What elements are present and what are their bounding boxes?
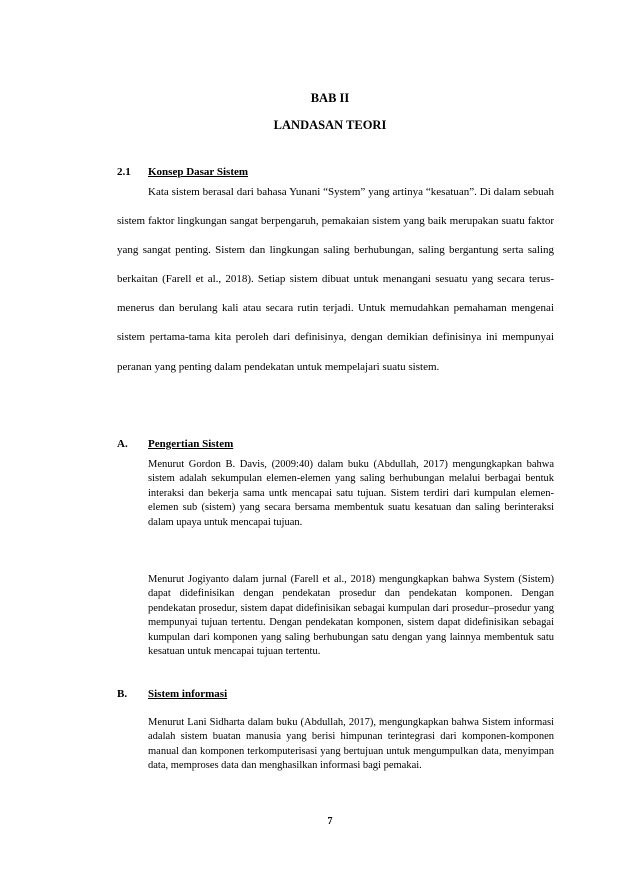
section-number: A. — [117, 438, 128, 450]
section-title: Pengertian Sistem — [148, 438, 234, 450]
section-a-paragraph-1: Menurut Gordon B. Davis, (2009:40) dalam buku (Abdullah, 2017) mengungkapkan bahwa sistem adalah sekumpulan elemen-elemen yang saling berhubungan melalui berbagai bentuk interaksi dan bekerja sama untk mencapai satu tujuan. Sistem terdiri dari kumpulan elemen-elemen sub (sistem) yang secara bersama membentuk suatu kesatuan dan saling berinteraksi dalam upaya untuk mencapai tujuan. — [148, 459, 554, 528]
section-number: B. — [117, 688, 128, 700]
page-number: 7 — [327, 816, 333, 827]
section-number: 2.1 — [117, 166, 131, 178]
chapter-title: LANDASAN TEORI — [273, 118, 387, 132]
section-title: Sistem informasi — [148, 688, 228, 700]
section-2-1-paragraph: Kata sistem berasal dari bahasa Yunani “System” yang artinya “kesatuan”. Di dalam sebuah sistem faktor lingkungan sangat berpengaruh, pemakaian sistem yang baik merupakan suatu faktor yang sangat penting. Sistem dan lingkungan saling berhubungan, saling bergantung serta saling berkaitan (Farell et al., 2018). Setiap sistem dibuat untuk menangani sesuatu yang secara terus-menerus dan berulang kali atau secara rutin terjadi. Untuk memudahkan pemahaman mengenai sistem pertama-tama kita peroleh dari definisinya, dengan demikian definisinya ini mempunyai peranan yang penting dalam pendekatan untuk mempelajari suatu sistem. — [117, 186, 554, 373]
section-title: Konsep Dasar Sistem — [148, 166, 249, 178]
chapter-label: BAB II — [310, 91, 350, 105]
section-a-paragraph-2: Menurut Jogiyanto dalam jurnal (Farell et al., 2018) mengungkapkan bahwa System (Sistem) dapat didefinisikan dengan pendekatan prosedur dan pendekatan komponen. Dengan pendekatan prosedur, sistem dapat didefinisikan sebagai kumpulan dari prosedur–prosedur yang mempunyai tujuan tertentu. Dengan pendekatan komponen, sistem dapat didefinisikan sebagai kumpulan dari komponen yang saling berhubungan satu dengan yang lainnya membentuk satu kesatuan untuk mencapai tujuan tertentu. — [148, 574, 554, 658]
section-b-paragraph: Menurut Lani Sidharta dalam buku (Abdullah, 2017), mengungkapkan bahwa Sistem informasi adalah sistem buatan manusia yang berisi himpunan terintegrasi dari komponen-komponen manual dan komponen terkomputerisasi yang bertujuan untuk mengumpulkan data, menyimpan data, memproses data dan menghasilkan informasi bagi pemakai. — [148, 717, 554, 772]
